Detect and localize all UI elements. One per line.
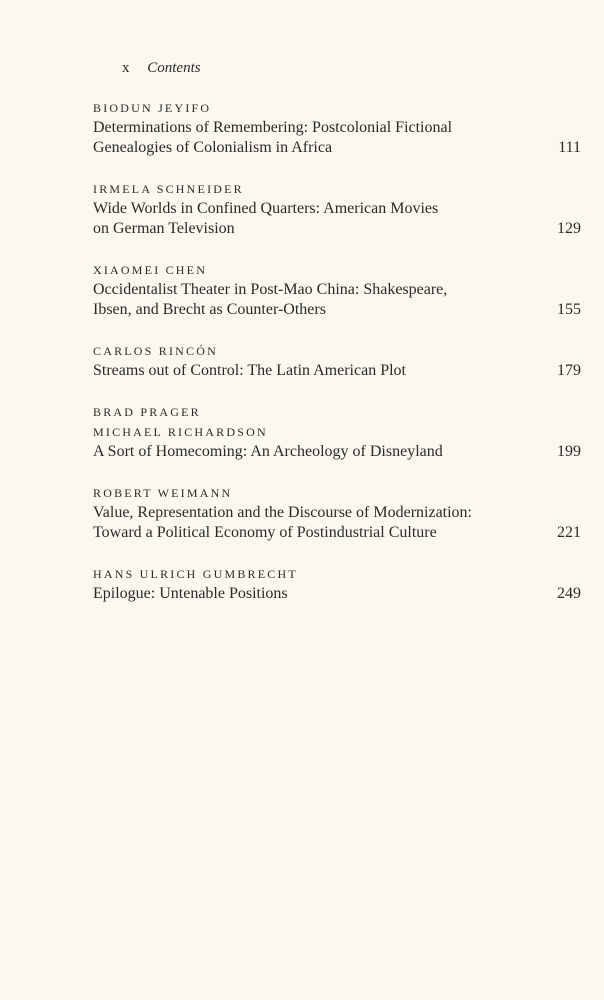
entry-title-text: Value, Representation and the Discourse of Modernization: — [93, 504, 472, 521]
entry-title-text: Occidentalist Theater in Post-Mao China: Shakespeare, — [93, 281, 448, 298]
entry-title-line — [93, 300, 581, 320]
entry-author: XIAOMEI CHEN — [93, 263, 208, 277]
entry-author: BIODUN JEYIFO — [93, 101, 212, 115]
entry-author: BRAD PRAGER — [93, 405, 201, 419]
entry-title-line — [93, 219, 581, 239]
page-folio: x — [122, 60, 130, 76]
entry-title-line — [93, 118, 581, 138]
table-of-contents — [93, 98, 581, 625]
entry-page-number: 221 — [557, 524, 581, 541]
toc-entry — [93, 179, 581, 239]
entry-title-line — [93, 503, 581, 523]
entry-title-line — [93, 138, 581, 158]
entry-page-number: 199 — [557, 443, 581, 460]
entry-author: MICHAEL RICHARDSON — [93, 425, 268, 439]
entry-title-text: A Sort of Homecoming: An Archeology of Disneyland — [93, 443, 443, 460]
entry-page-number: 155 — [557, 301, 581, 318]
entry-title-line — [93, 442, 581, 462]
entry-title-text: Streams out of Control: The Latin American Plot — [93, 362, 406, 379]
entry-title-line — [93, 361, 581, 381]
entry-author: HANS ULRICH GUMBRECHT — [93, 567, 298, 581]
entry-title-line — [93, 280, 581, 300]
toc-entry — [93, 402, 581, 462]
entry-title-line — [93, 523, 581, 543]
entry-page-number: 111 — [558, 139, 581, 156]
toc-entry — [93, 341, 581, 381]
toc-entry — [93, 483, 581, 543]
toc-entry — [93, 260, 581, 320]
running-head — [122, 58, 201, 78]
entry-page-number: 179 — [557, 362, 581, 379]
toc-entry — [93, 98, 581, 158]
entry-page-number: 249 — [557, 585, 581, 602]
entry-author: CARLOS RINCÓN — [93, 344, 218, 358]
entry-title-line — [93, 584, 581, 604]
entry-author: ROBERT WEIMANN — [93, 486, 233, 500]
entry-title-text: Determinations of Remembering: Postcolonial Fictional — [93, 119, 453, 136]
running-head-title: Contents — [147, 60, 201, 76]
entry-author: IRMELA SCHNEIDER — [93, 182, 244, 196]
entry-title-text: on German Television — [93, 220, 235, 237]
entry-page-number: 129 — [557, 220, 581, 237]
entry-title-text: Wide Worlds in Confined Quarters: American Movies — [93, 200, 439, 217]
entry-title-text: Toward a Political Economy of Postindustrial Culture — [93, 524, 437, 541]
entry-title-text: Genealogies of Colonialism in Africa — [93, 139, 333, 156]
toc-entry — [93, 564, 581, 604]
entry-title-text: Epilogue: Untenable Positions — [93, 585, 288, 602]
entry-title-text: Ibsen, and Brecht as Counter-Others — [93, 301, 326, 318]
entry-title-line — [93, 199, 581, 219]
